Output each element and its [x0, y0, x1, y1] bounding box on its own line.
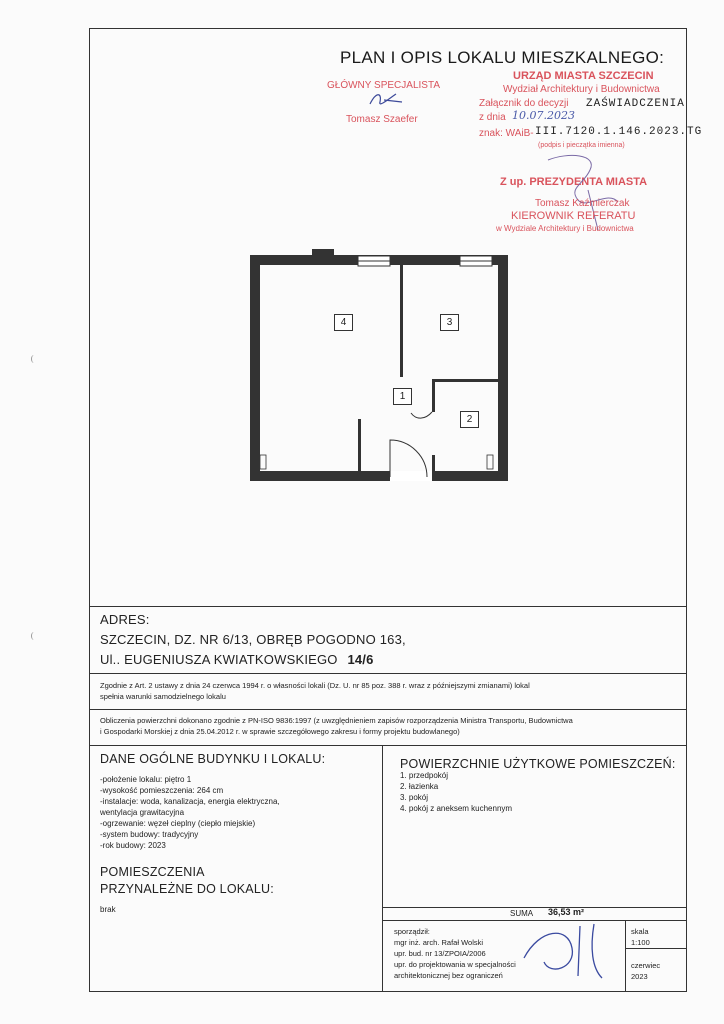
address-number: 14/6	[347, 652, 374, 667]
room-label-1: 1	[393, 388, 412, 405]
punch-hole-mark	[31, 632, 37, 640]
legal-text: Zgodnie z Art. 2 ustawy z dnia 24 czerwca 1994 r. o własności lokali (Dz. U. nr 85 poz. 388 r. wraz z późniejszymi zmianami) lokal spełnia warunki samodzielnego lokalu	[100, 681, 530, 701]
stamp-date: 10.07.2023	[512, 109, 575, 122]
page-title: PLAN I OPIS LOKALU MIESZKALNEGO:	[340, 48, 665, 67]
room-label-2: 2	[460, 411, 479, 428]
room-label-4: 4	[334, 314, 353, 331]
divider-line	[89, 745, 687, 746]
author-block: sporządził: mgr inż. arch. Rafał Wolski upr. bud. nr 13/ZPOIA/2006 upr. do projektowania w specjalności architektonicznej bez ograniczeń	[394, 927, 516, 980]
appurtenant-value: brak	[100, 905, 116, 914]
stamp-attachment-type: ZAŚWIADCZENIA	[586, 98, 685, 110]
areas-heading: POWIERZCHNIE UŻYTKOWE POMIESZCZEŃ:	[400, 757, 676, 771]
stamp-office: URZĄD MIASTA SZCZECIN	[513, 70, 654, 82]
address-line2: Ul.. EUGENIUSZA KWIATKOWSKIEGO 14/6	[100, 652, 374, 667]
address-label: ADRES:	[100, 612, 150, 627]
stamp-president-department: w Wydziale Architektury i Budownictwa	[496, 224, 634, 233]
scale-block: skala 1:100	[631, 927, 650, 947]
stamp-department: Wydział Architektury i Budownictwa	[503, 84, 660, 95]
appurtenant-heading: POMIESZCZENIA PRZYNALEŻNE DO LOKALU:	[100, 865, 274, 896]
stamp-ref-prefix: znak: WAiB-	[479, 128, 534, 139]
divider-line	[89, 709, 687, 710]
signature-scribble	[520, 918, 610, 984]
punch-hole-mark	[31, 355, 37, 363]
stamp-president: Z up. PREZYDENTA MIASTA	[500, 176, 648, 188]
divider-line	[382, 907, 687, 908]
areas-list: 1. przedpokój 2. łazienka 3. pokój 4. pokój z aneksem kuchennym	[400, 771, 513, 813]
stamp-date-prefix: z dnia	[479, 112, 506, 123]
stamp-president-role: KIEROWNIK REFERATU	[511, 210, 636, 222]
stamp-name: Tomasz Szaefer	[346, 114, 418, 125]
divider-line	[89, 606, 687, 607]
stamp-role: GŁÓWNY SPECJALISTA	[327, 80, 440, 91]
sum-label: SUMA	[510, 909, 534, 918]
address-line1: SZCZECIN, DZ. NR 6/13, OBRĘB POGODNO 163,	[100, 632, 406, 647]
divider-line	[625, 920, 626, 992]
sum-value: 36,53 m²	[548, 907, 585, 917]
calculations-text: Obliczenia powierzchni dokonano zgodnie z PN-ISO 9836:1997 (z uwzględnieniem zapisów rozporządzenia Ministra Transportu, Budownictwa i Gospodarki Morskiej z dnia 25.04.2012 r. w sprawie szczegółowego zakresu i formy projektu budowlanego)	[100, 716, 573, 736]
general-heading: DANE OGÓLNE BUDYNKU I LOKALU:	[100, 752, 326, 766]
floor-plan	[240, 245, 515, 485]
date-block: czerwiec 2023	[631, 961, 661, 981]
signature-scribble	[366, 88, 406, 110]
stamp-attachment: Załącznik do decyzji	[479, 98, 569, 109]
stamp-sign-note: (podpis i pieczątka imienna)	[538, 142, 625, 149]
general-list: -położenie lokalu: piętro 1 -wysokość pomieszczenia: 264 cm -instalacje: woda, kanalizacja, energia elektryczna, wentylacja grawitacyjna -ogrzewanie: węzeł cieplny (ciepło miejskie) -system budowy: tradycyjny -rok budowy: 2023	[100, 775, 280, 850]
divider-line	[89, 673, 687, 674]
room-label-3: 3	[440, 314, 459, 331]
divider-line	[382, 745, 383, 992]
stamp-president-name: Tomasz Kaźmierczak	[535, 198, 630, 209]
stamp-ref: III.7120.1.146.2023.TG	[535, 126, 703, 138]
divider-line	[625, 948, 687, 949]
